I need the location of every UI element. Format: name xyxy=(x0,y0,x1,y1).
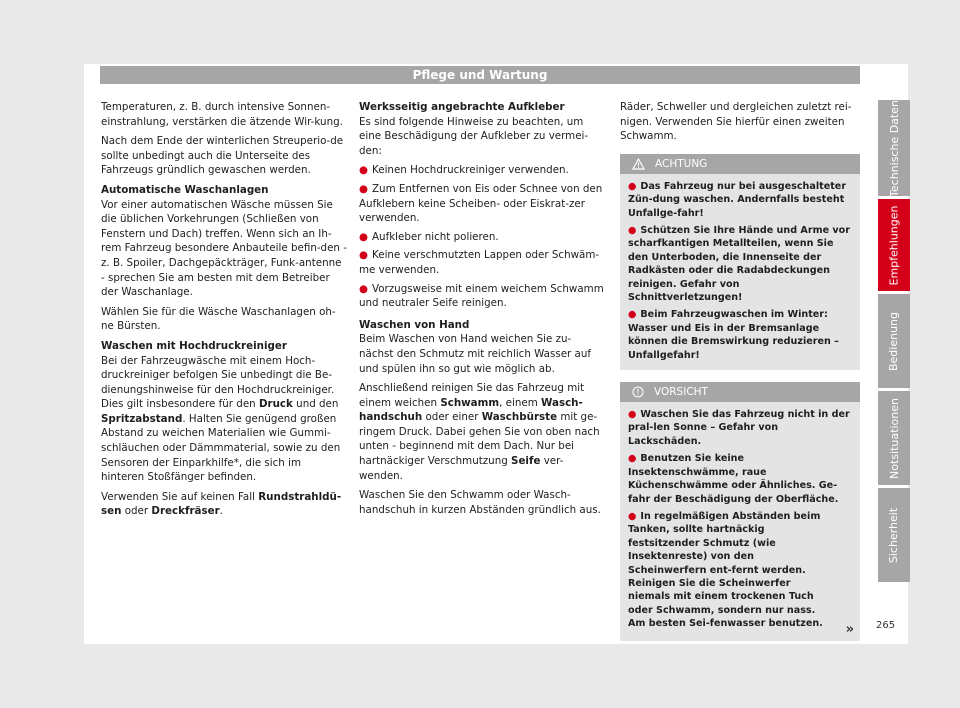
bullet-icon: ● xyxy=(359,249,368,262)
keyword: Schwamm xyxy=(440,396,500,409)
text: , einem xyxy=(499,396,542,409)
list-item xyxy=(359,163,605,178)
tab-label: Notsituationen xyxy=(887,397,901,479)
list-item-text: Waschen Sie das Fahrzeug nicht in der pral-len Sonne – Gefahr von Lackschäden. xyxy=(628,409,850,447)
list-item-text: Benutzen Sie keine Insektenschwämme, raue Küchenschwämme oder Ähnliches. Ge-fahr der Beschädigung der Oberfläche. xyxy=(628,453,839,505)
tab-sicherheit[interactable] xyxy=(878,488,910,582)
caution-box-label: VORSICHT xyxy=(654,386,708,399)
text: Bei der Fahrzeugwäsche mit einem Hoch-druckreiniger befolgen Sie unbedingt die Be-dienungshinweise für den Hochdruckreiniger. Dies gilt insbesondere für den xyxy=(101,354,335,411)
section-heading: Waschen mit Hochdruckreiniger xyxy=(101,339,287,352)
page-number: 265 xyxy=(876,620,896,631)
paragraph: Vor einer automatischen Wäsche müssen Sie die üblichen Vorkehrungen (Schließen von Fenstern und Dach) treffen. Wenn sich an Ih-rem Fahrzeug besondere Anbauteile befin-den - z. B. Spoiler, Dachgepäckträger, Funk-antenne - sprechen Sie am besten mit dem Betreiber der Waschanlage. xyxy=(101,198,347,299)
list-item-text: Keinen Hochdruckreiniger verwenden. xyxy=(372,164,569,177)
bullet-icon: ● xyxy=(628,510,637,522)
text: mit ge-ringem Druck. Dabei gehen Sie von oben nach unten - beginnend mit dem Dach. Nur bei hartnäckiger Verschmutzung xyxy=(359,411,600,468)
tab-label: Empfehlungen xyxy=(887,205,901,285)
keyword: Rundstrahldü-sen xyxy=(101,490,342,518)
column-2 xyxy=(359,100,605,522)
paragraph xyxy=(101,354,347,485)
tab-label: Technische Daten xyxy=(887,99,901,197)
keyword: Waschbürste xyxy=(481,411,558,424)
page-header: Pflege und Wartung xyxy=(100,66,860,84)
tab-empfehlungen[interactable] xyxy=(878,199,910,291)
list-item xyxy=(628,510,852,631)
keyword: Druck xyxy=(258,398,293,411)
list-item xyxy=(628,180,852,220)
keyword: Seife xyxy=(511,455,541,468)
paragraph: Wählen Sie für die Wäsche Waschanlagen oh-ne Bürsten. xyxy=(101,305,336,333)
bullet-icon: ● xyxy=(628,309,637,321)
list-item xyxy=(359,182,605,226)
list-item xyxy=(359,282,605,311)
tab-bedienung[interactable] xyxy=(878,294,910,388)
bullet-icon: ● xyxy=(359,230,368,243)
list-item xyxy=(628,452,852,506)
column-1 xyxy=(101,100,347,524)
paragraph: Nach dem Ende der winterlichen Streuperio-de sollte unbedingt auch die Unterseite des Fahrzeugs gründlich gewaschen werden. xyxy=(101,135,344,177)
text: . Halten Sie genügend großen Abstand zu weichen Materialien wie Gummi-schläuchen oder Dämmmaterial, sowie zu den Sensoren der Einparkhilfe*, die sich im hinteren Stoßfänger befinden. xyxy=(101,412,341,484)
paragraph: Räder, Schweller und dergleichen zuletzt rei-nigen. Verwenden Sie hierfür einen zweiten Schwamm. xyxy=(620,101,852,143)
bullet-icon: ● xyxy=(628,225,637,236)
list-item-text: Das Fahrzeug nur bei ausgeschalteter Zün-dung waschen. Andernfalls besteht Unfallge-fahr! xyxy=(628,180,847,219)
list-item-text: Keine verschmutzten Lappen oder Schwäm-me verwenden. xyxy=(359,249,600,276)
text: ver-wenden. xyxy=(359,455,564,482)
keyword: Spritzabstand xyxy=(101,412,183,425)
text: Verwenden Sie auf keinen Fall xyxy=(101,490,259,503)
section-heading: Waschen von Hand xyxy=(359,318,470,331)
list-item xyxy=(359,230,605,245)
paragraph xyxy=(101,490,347,519)
list-item xyxy=(628,308,852,362)
warning-box-body xyxy=(620,174,860,370)
list-item xyxy=(359,248,605,277)
bullet-icon: ● xyxy=(359,182,368,195)
paragraph: Es sind folgende Hinweise zu beachten, um eine Beschädigung der Aufkleber zu vermei-den: xyxy=(359,115,589,157)
column-3 xyxy=(620,100,860,641)
tab-label: Bedienung xyxy=(887,311,901,371)
paragraph: Beim Waschen von Hand weichen Sie zu-nächst den Schmutz mit reichlich Wasser auf und spülen ihn so gut wie möglich ab. xyxy=(359,333,592,375)
list-item-text: Schützen Sie Ihre Hände und Arme vor scharfkantigen Metallteilen, wenn Sie den Unterboden, die Innenseite der Radkästen oder die Radabdeckungen reinigen. Gefahr von Schnittverletzungen! xyxy=(628,225,850,304)
warning-box-header xyxy=(620,154,860,174)
continue-arrow-icon: » xyxy=(845,622,854,638)
section-heading: Werksseitig angebrachte Aufkleber xyxy=(359,101,565,113)
info-circle-icon xyxy=(632,386,644,398)
bullet-icon: ● xyxy=(628,453,637,465)
caution-box-vorsicht xyxy=(620,382,860,641)
warning-box-achtung xyxy=(620,154,860,370)
section-heading: Automatische Waschanlagen xyxy=(101,183,269,196)
list-item xyxy=(628,408,852,448)
list-item-text: Aufkleber nicht polieren. xyxy=(372,230,499,243)
keyword: Wasch-handschuh xyxy=(359,396,583,424)
bullet-icon: ● xyxy=(359,164,368,177)
paragraph: Temperaturen, z. B. durch intensive Sonnen-einstrahlung, verstärken die ätzende Wir-kung. xyxy=(101,101,343,128)
caution-box-header xyxy=(620,382,860,402)
text: oder xyxy=(121,505,152,518)
text: oder einer xyxy=(422,411,482,424)
caution-box-body xyxy=(620,402,860,641)
list-item xyxy=(628,224,852,304)
paragraph: Waschen Sie den Schwamm oder Wasch-handschuh in kurzen Abständen gründlich aus. xyxy=(359,489,601,516)
list-item-text: Vorzugsweise mit einem weichem Schwamm und neutraler Seife reinigen. xyxy=(359,282,604,310)
bullet-icon: ● xyxy=(359,282,368,295)
text: und den xyxy=(292,398,339,411)
list-item-text: In regelmäßigen Abständen beim Tanken, sollte hartnäckig festsitzender Schmutz (wie Insektenreste) von den Scheinwerfern ent-fernt werden. Reinigen Sie die Scheinwerfer niemals mit einem trockenen Tuch oder Schwamm, sondern nur nass. Am besten Sei-fenwasser benutzen. xyxy=(628,510,823,630)
list-item-text: Zum Entfernen von Eis oder Schnee von den Aufklebern keine Scheiben- oder Eiskrat-zer verwenden. xyxy=(359,182,603,225)
bullet-icon: ● xyxy=(628,180,637,192)
tab-technische-daten[interactable] xyxy=(878,100,910,196)
tab-notsituationen[interactable] xyxy=(878,391,910,485)
list-item-text: Beim Fahrzeugwaschen im Winter: Wasser und Eis in der Bremsanlage können die Bremswirkung reduzieren – Unfallgefahr! xyxy=(628,309,839,361)
warning-box-label: ACHTUNG xyxy=(655,157,708,170)
tab-label: Sicherheit xyxy=(887,507,901,563)
paragraph xyxy=(359,381,605,483)
text: Anschließend reinigen Sie das Fahrzeug mit einem weichen xyxy=(359,382,585,409)
bullet-icon: ● xyxy=(628,409,637,421)
text: . xyxy=(219,505,223,518)
keyword: Dreckfräser xyxy=(151,505,220,518)
warning-triangle-icon xyxy=(632,158,645,170)
